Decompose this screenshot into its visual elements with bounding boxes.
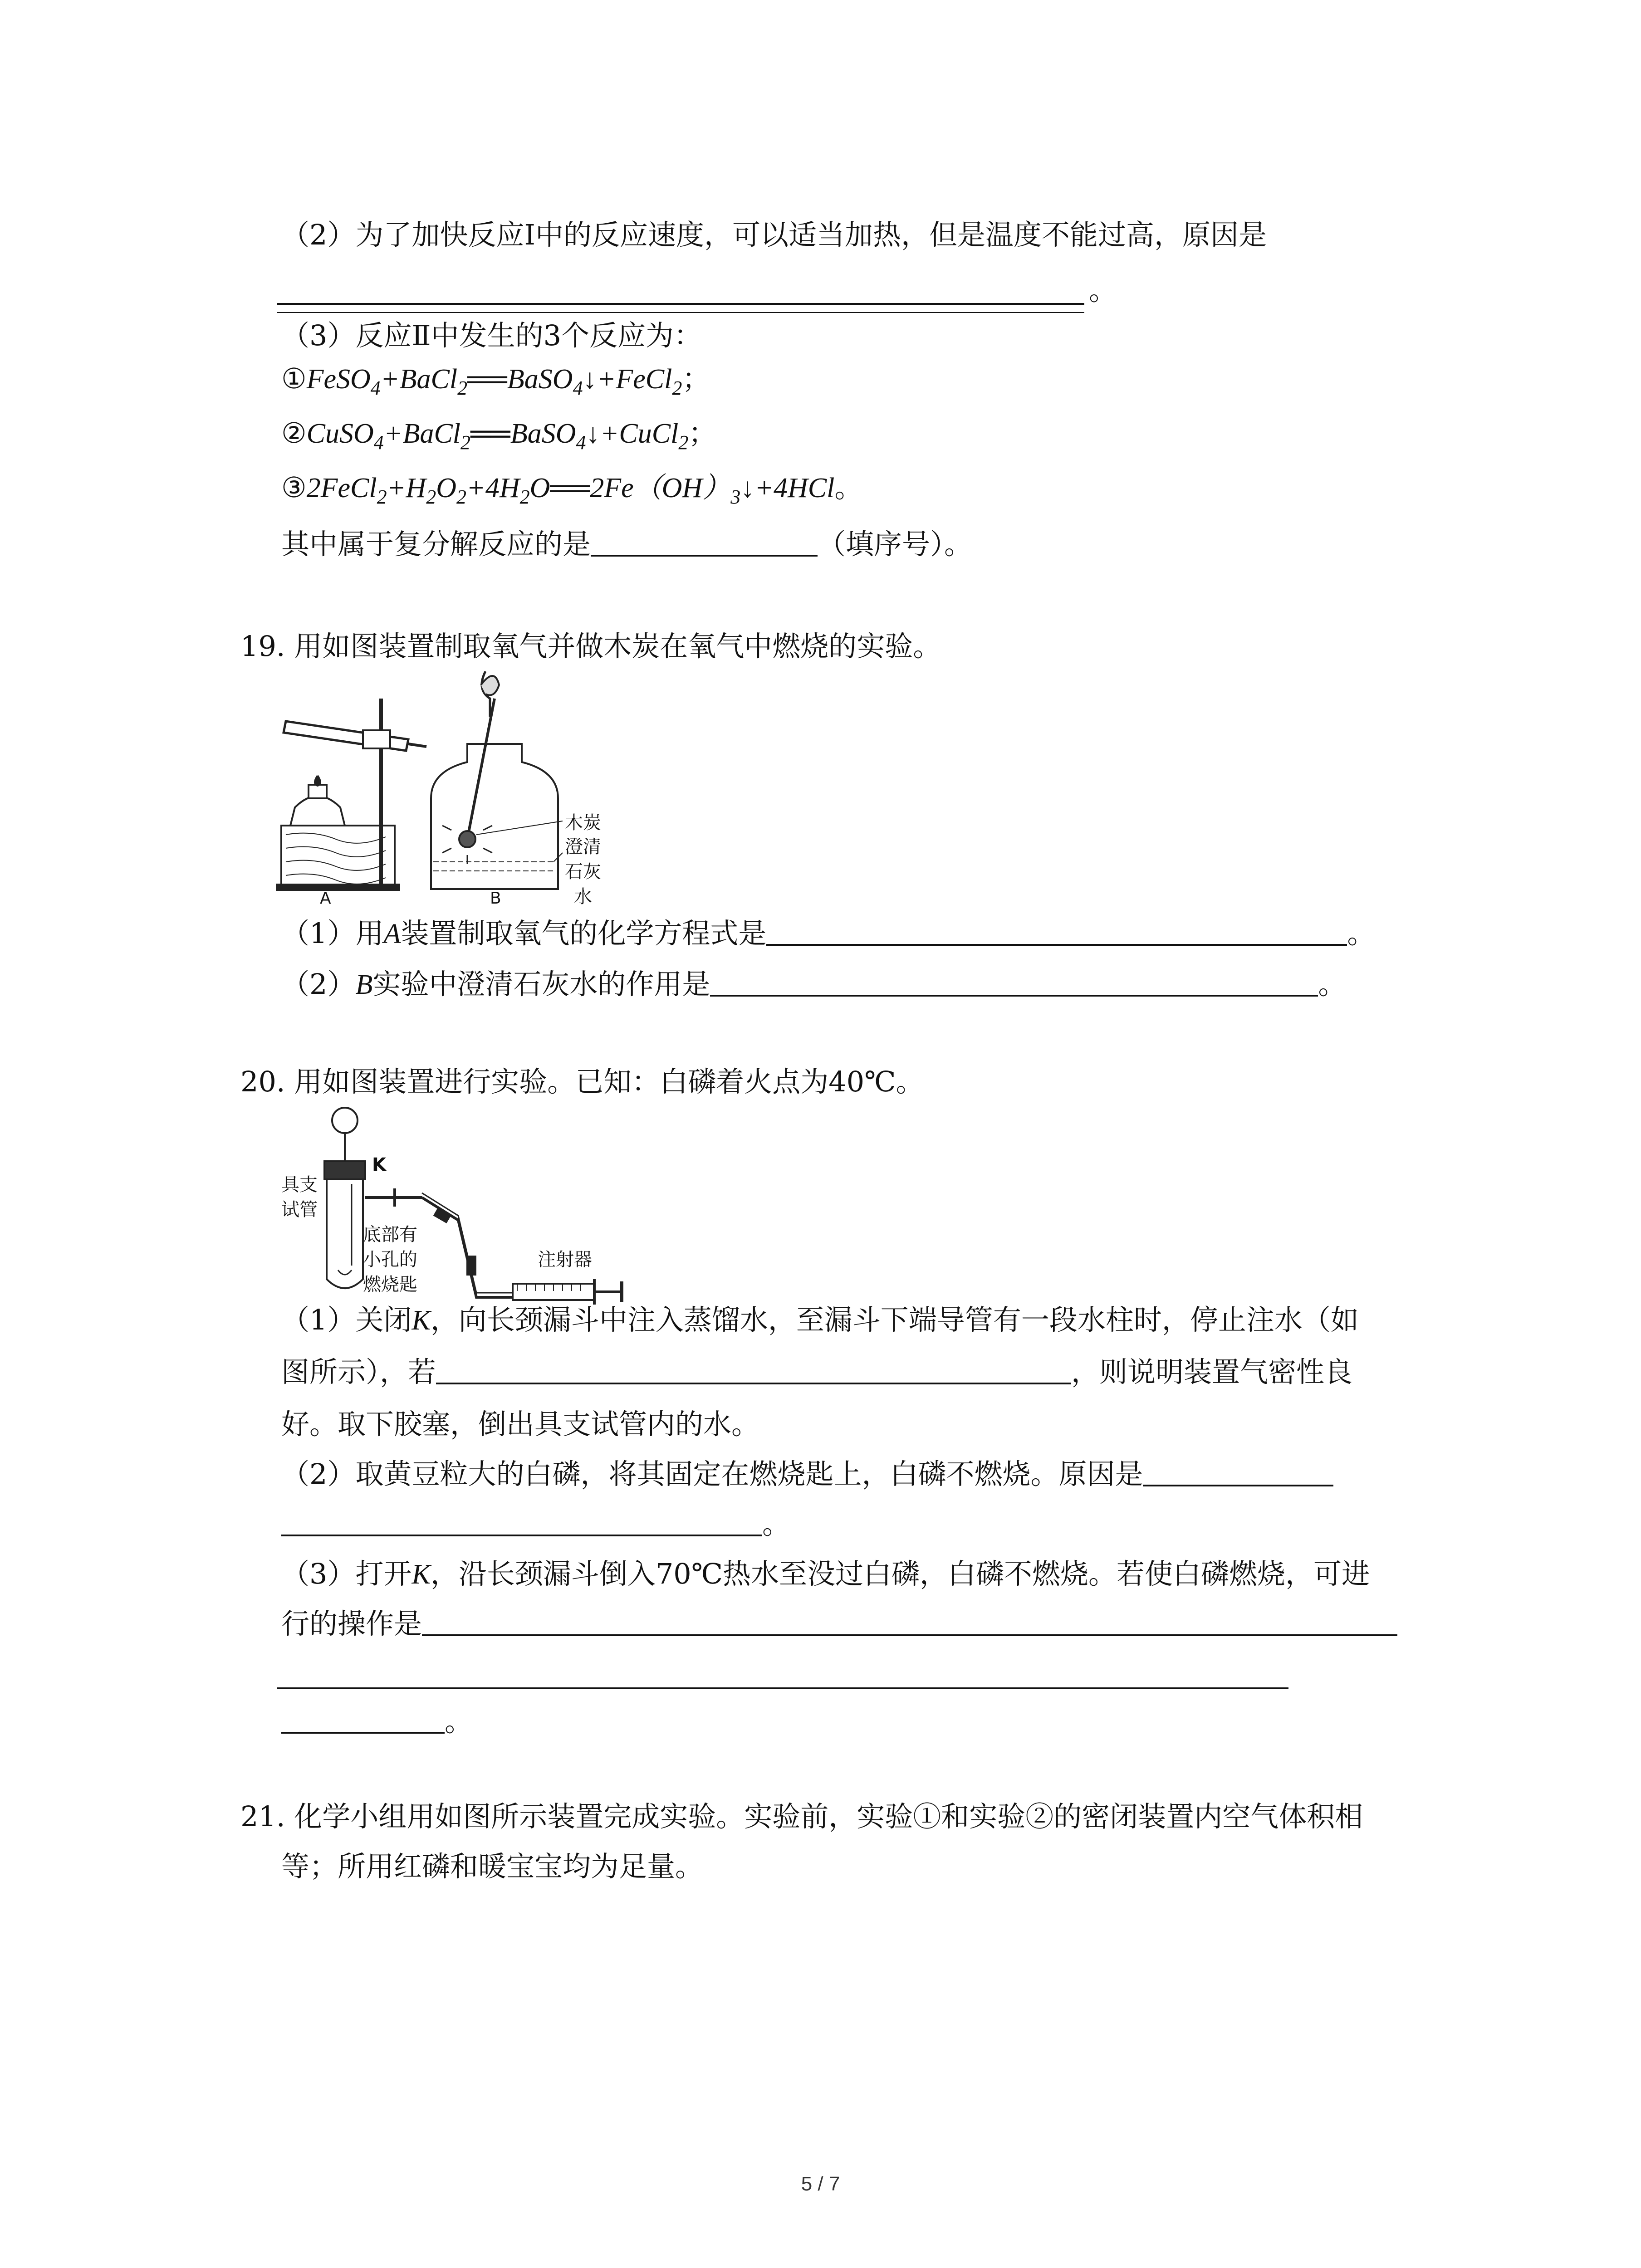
q20-figure: [272, 1107, 635, 1306]
eq1-sub-c: 4: [573, 377, 583, 399]
q20-p2-answer-blank-b[interactable]: [281, 1507, 762, 1536]
eq3-sub-a: 2: [377, 486, 387, 508]
q21-line1: 21. 化学小组用如图所示装置完成实验。实验前，实验①和实验②的密闭装置内空气体积相: [240, 1800, 1363, 1833]
q20-label-tube-1: 具支: [281, 1174, 318, 1195]
q20-part3-line1: [281, 1556, 1370, 1593]
eq3-end: 。: [834, 471, 863, 504]
q20-part2-line2: [281, 1506, 790, 1542]
eq3-term-e: O══2Fe（OH）: [529, 473, 731, 503]
eq3-sub-c: 2: [456, 486, 466, 508]
eq3-sub-b: 2: [426, 486, 436, 508]
q19-p1-pre: （1）用: [281, 917, 384, 950]
eq1-end: ；: [682, 362, 710, 395]
q19-p1-var: A: [383, 919, 401, 949]
q20-label-syringe: 注射器: [538, 1249, 592, 1270]
q19-figure: [272, 671, 626, 925]
q18-equation-3: [281, 469, 862, 515]
q18-question-pre: 其中属于复分解反应的是: [281, 528, 591, 561]
q20-p1-answer-blank[interactable]: [436, 1355, 1071, 1384]
eq3-term-f: ↓+4HCl: [740, 473, 835, 503]
q18-part2-answer-blank[interactable]: [277, 303, 1084, 305]
q20-p1-pre: （1）关闭: [281, 1303, 412, 1336]
q19-p2-answer-blank[interactable]: [710, 968, 1318, 997]
q20-p3-end: 。: [445, 1705, 473, 1738]
q18-equation-1: [281, 361, 710, 406]
q19-label-limewater-3: 水: [574, 886, 592, 907]
q19-label-charcoal: 木炭: [565, 812, 601, 833]
q18-question: [281, 526, 972, 562]
eq2-term-a: CuSO: [306, 418, 374, 449]
q20-p3-answer-blank-b[interactable]: [277, 1687, 1288, 1689]
page-number: 5 / 7: [801, 2173, 840, 2195]
eq3-sub-d: 2: [519, 486, 530, 508]
q19-part2: [281, 966, 1346, 1003]
q19-p1-answer-blank[interactable]: [766, 917, 1347, 946]
q19-stem: 19. 用如图装置制取氧气并做木炭在氧气中燃烧的实验。: [240, 630, 941, 663]
q19-label-a: A: [320, 889, 331, 908]
eq3-number: ③: [281, 471, 307, 504]
eq2-term-d: ↓+CuCl: [586, 418, 679, 449]
q19-p2-end: 。: [1318, 968, 1347, 1001]
eq3-sub-e: 3: [730, 486, 741, 508]
q20-p1b-pre: 图所示），若: [281, 1355, 436, 1388]
apparatus-a-drawing: [277, 699, 426, 890]
q20-label-k: K: [372, 1154, 386, 1175]
q19-p1-mid: 装置制取氧气的化学方程式是: [401, 917, 767, 950]
eq1-term-a: FeSO: [306, 364, 371, 395]
q20-label-tube-2: 试管: [281, 1199, 318, 1220]
eq1-number: ①: [281, 362, 307, 395]
eq2-term-c: ══BaSO: [470, 418, 576, 449]
q20-part3-line2: [281, 1606, 1397, 1642]
eq1-sub-a: 4: [370, 377, 381, 399]
q20-p3-var: K: [411, 1559, 431, 1590]
q19-p1-end: 。: [1347, 917, 1376, 950]
eq2-sub-b: 2: [460, 431, 471, 454]
q20-p1-var: K: [411, 1305, 431, 1336]
q19-label-b: B: [490, 889, 501, 908]
q20-p3-post: ，沿长颈漏斗倒入70℃热水至没过白磷，白磷不燃烧。若使白磷燃烧，可进: [430, 1557, 1370, 1590]
q20-p3-text: 行的操作是: [281, 1607, 422, 1640]
eq1-term-b: +BaCl: [380, 364, 458, 395]
q19-part1: [281, 915, 1375, 952]
q20-part1-line3: 好。取下胶塞，倒出具支试管内的水。: [281, 1408, 760, 1441]
q18-answer-blank[interactable]: [591, 528, 818, 557]
apparatus-b-drawing: [431, 671, 563, 889]
q20-label-spoon-2: 小孔的: [363, 1249, 417, 1270]
q20-p2-end: 。: [762, 1507, 791, 1540]
q20-part2-line1: [281, 1456, 1333, 1492]
q20-p3-pre: （3）打开: [281, 1557, 412, 1590]
q18-question-post: （填序号）。: [818, 528, 973, 561]
q19-p2-var: B: [355, 969, 373, 1000]
q20-part3-line4: [281, 1703, 473, 1740]
q20-label-spoon-1: 底部有: [363, 1224, 417, 1245]
q20-p3-answer-blank-a[interactable]: [422, 1607, 1397, 1636]
eq3-term-c: O: [436, 473, 456, 503]
eq2-sub-c: 4: [576, 431, 586, 454]
q19-p2-pre: （2）: [281, 968, 356, 1001]
eq1-sub-b: 2: [457, 377, 468, 399]
q20-p3-answer-blank-c[interactable]: [281, 1705, 445, 1734]
q19-label-limewater-2: 石灰: [565, 861, 601, 882]
q20-p1b-post: ，则说明装置气密性良: [1071, 1355, 1353, 1388]
q21-line2: 等；所用红磷和暖宝宝均为足量。: [281, 1850, 704, 1883]
q20-label-spoon-3: 燃烧匙: [363, 1274, 417, 1295]
eq3-term-b: +H: [387, 473, 426, 503]
q20-stem: 20. 用如图装置进行实验。已知：白磷着火点为40℃。: [240, 1065, 924, 1098]
q18-part2-end: 。: [1089, 274, 1117, 307]
eq2-term-b: +BaCl: [383, 418, 461, 449]
q20-part1-line2: [281, 1354, 1352, 1390]
q20-part1-line1: [281, 1302, 1359, 1339]
q18-equation-2: [281, 415, 716, 461]
eq2-sub-d: 2: [678, 431, 689, 454]
eq1-term-d: ↓+FeCl: [583, 364, 672, 395]
q18-top-rule: [277, 312, 1084, 313]
q19-p2-mid: 实验中澄清石灰水的作用是: [372, 968, 710, 1001]
q20-p1-post: ，向长颈漏斗中注入蒸馏水，至漏斗下端导管有一段水柱时，停止注水（如: [430, 1303, 1359, 1336]
q18-part3-intro: （3）反应Ⅱ中发生的3个反应为：: [281, 319, 702, 352]
q20-p2-text: （2）取黄豆粒大的白磷，将其固定在燃烧匙上，白磷不燃烧。原因是: [281, 1457, 1143, 1491]
eq2-number: ②: [281, 416, 307, 450]
q20-p2-answer-blank-a[interactable]: [1143, 1457, 1333, 1486]
eq3-term-a: 2FeCl: [306, 473, 377, 503]
eq1-term-c: ══BaSO: [467, 364, 573, 395]
eq2-end: ；: [688, 416, 717, 450]
q19-label-limewater-1: 澄清: [565, 836, 601, 857]
q18-part2-text: （2）为了加快反应Ⅰ中的反应速度，可以适当加热，但是温度不能过高，原因是: [281, 218, 1267, 251]
eq2-sub-a: 4: [373, 431, 384, 454]
eq1-sub-d: 2: [672, 377, 682, 399]
eq3-term-d: +4H: [466, 473, 520, 503]
